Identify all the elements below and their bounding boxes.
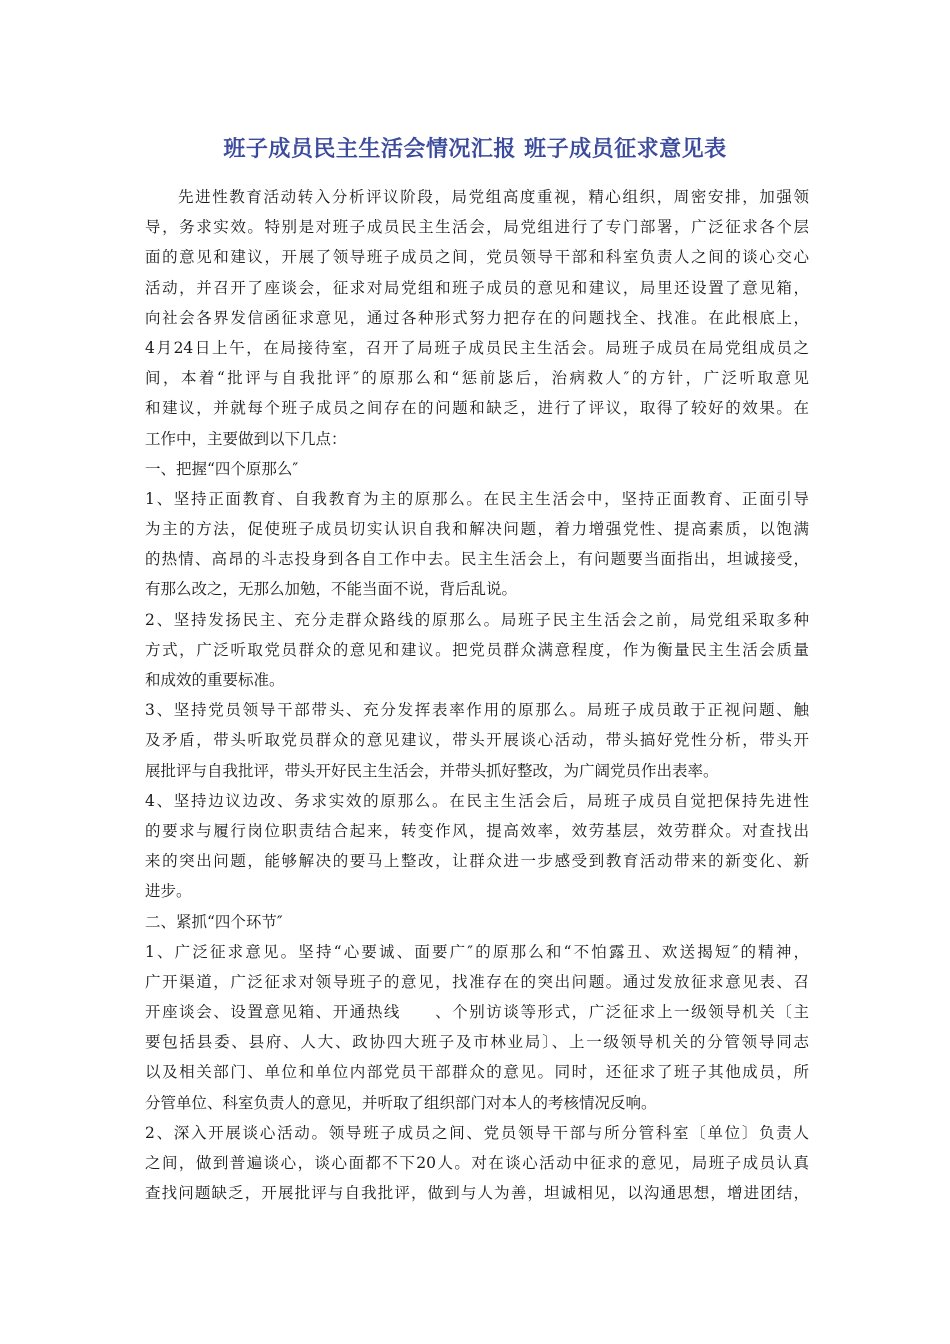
text-line: 向社会各界发信函征求意见，通过各种形式努力把存在的问题找全、找准。在此根底上，	[145, 308, 809, 327]
document-title: 班子成员民主生活会情况汇报 班子成员征求意见表	[223, 137, 727, 162]
text-line: 间，本着“批评与自我批评″的原那么和“惩前毖后，治病救人″的方针，广泛听取意见	[145, 369, 809, 388]
text-line: 4月24日上午，在局接待室，召开了局班子成员民主生活会。局班子成员在局党组成员之	[145, 338, 809, 357]
text-line: 查找问题缺乏，开展批评与自我批评，做到与人为善，坦诚相见，以沟通思想，增进团结，	[145, 1184, 809, 1203]
text-line: 2、坚持发扬民主、充分走群众路线的原那么。局班子民主生活会之前，局党组采取多种	[145, 610, 809, 629]
text-line: 1、坚持正面教育、自我教育为主的原那么。在民主生活会中，坚持正面教育、正面引导	[145, 489, 809, 508]
text-line: 二、紧抓“四个环节″	[145, 912, 283, 931]
text-line: 的要求与履行岗位职责结合起来，转变作风，提高效率，效劳基层，效劳群众。对查找出	[145, 821, 809, 840]
text-line: 有那么改之，无那么加勉，不能当面不说，背后乱说。	[145, 580, 518, 599]
text-line: 及矛盾，带头听取党员群众的意见建议，带头开展谈心活动，带头搞好党性分析，带头开	[145, 731, 809, 750]
text-line: 和建议，并就每个班子成员之间存在的问题和缺乏，进行了评议，取得了较好的效果。在	[145, 399, 809, 418]
text-line: 的热情、高昂的斗志投身到各自工作中去。民主生活会上，有问题要当面指出，坦诚接受，	[145, 550, 809, 569]
text-line: 面的意见和建议，开展了领导班子成员之间，党员领导干部和科室负责人之间的谈心交心	[145, 248, 809, 267]
text-line: 来的突出问题，能够解决的要马上整改，让群众进一步感受到教育活动带来的新变化、新	[145, 852, 809, 871]
text-line: 一、把握“四个原那么″	[145, 459, 299, 478]
text-line: 3、坚持党员领导干部带头、充分发挥表率作用的原那么。局班子成员敢于正视问题、触	[145, 701, 809, 720]
text-line: 之间，做到普遍谈心，谈心面都不下20人。对在谈心活动中征求的意见，局班子成员认真	[145, 1154, 809, 1172]
text-line: 要包括县委、县府、人大、政协四大班子及市林业局〕、上一级领导机关的分管领导同志	[145, 1033, 809, 1052]
text-line: 4、坚持边议边改、务求实效的原那么。在民主生活会后，局班子成员自觉把保持先进性	[145, 791, 809, 810]
text-line: 1、广泛征求意见。坚持“心要诚、面要广″的原那么和“不怕露丑、欢送揭短″的精神，	[145, 942, 809, 961]
text-line: 为主的方法，促使班子成员切实认识自我和解决问题，着力增强党性、提高素质，以饱满	[145, 520, 809, 539]
text-line: 工作中，主要做到以下几点：	[145, 429, 347, 448]
document-body	[145, 182, 809, 1208]
text-line: 广开渠道，广泛征求对领导班子的意见，找准存在的突出问题。通过发放征求意见表、召	[145, 972, 809, 991]
text-line: 2、深入开展谈心活动。领导班子成员之间、党员领导干部与所分管科室〔单位〕负责人	[145, 1123, 809, 1142]
text-line: 分管单位、科室负责人的意见，并听取了组织部门对本人的考核情况反响。	[145, 1093, 657, 1112]
text-line: 以及相关部门、单位和单位内部党员干部群众的意见。同时，还征求了班子其他成员，所	[145, 1063, 809, 1082]
text-line: 活动，并召开了座谈会，征求对局党组和班子成员的意见和建议，局里还设置了意见箱，	[145, 278, 809, 297]
text-line: 开座谈会、设置意见箱、开通热线 、个别访谈等形式，广泛征求上一级领导机关〔主	[145, 1003, 809, 1022]
text-line: 和成效的重要标准。	[145, 671, 285, 689]
text-line: 展批评与自我批评，带头开好民主生活会，并带头抓好整改，为广阔党员作出表率。	[145, 761, 719, 780]
text-line: 先进性教育活动转入分析评议阶段，局党组高度重视，精心组织，周密安排，加强领	[178, 188, 809, 206]
text-line: 方式，广泛听取党员群众的意见和建议。把党员群众满意程度，作为衡量民主生活会质量	[145, 640, 809, 659]
text-line: 导，务求实效。特别是对班子成员民主生活会，局党组进行了专门部署，广泛征求各个层	[145, 218, 809, 237]
text-line: 进步。	[145, 882, 192, 901]
